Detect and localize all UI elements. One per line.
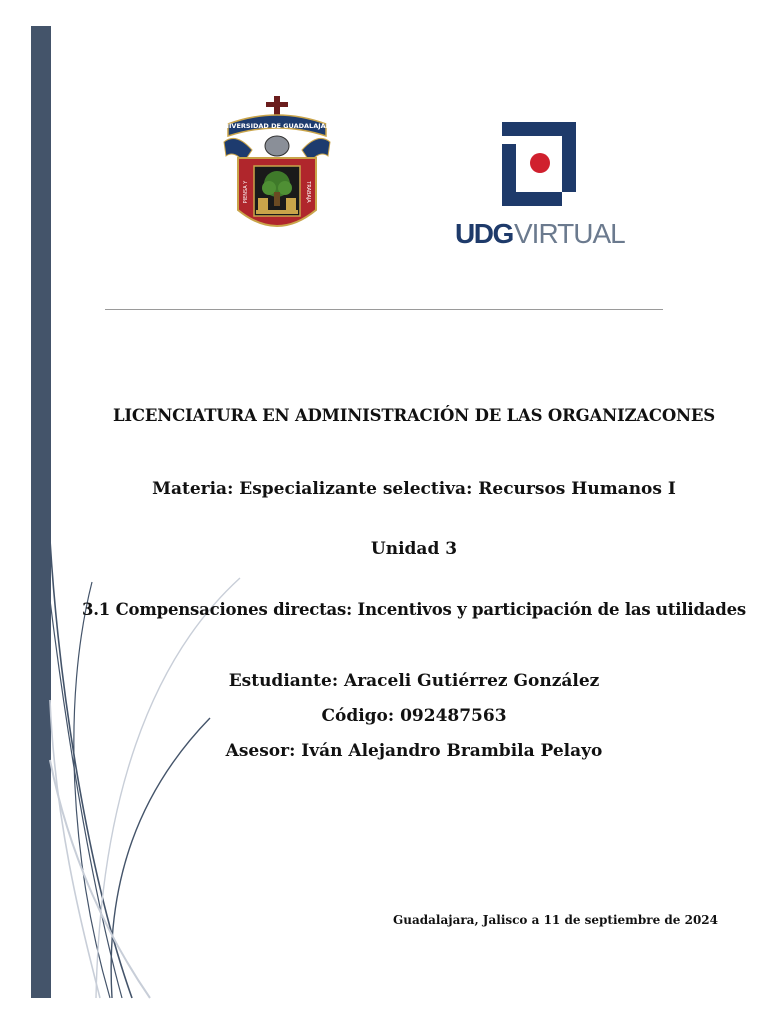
curve-dark-2: [50, 600, 122, 998]
curve-light-2: [50, 760, 150, 998]
crest-banner-text: UNIVERSIDAD DE GUADALAJARA: [218, 122, 336, 130]
udg-virtual-text-light: VIRTUAL: [514, 218, 625, 248]
udg-virtual-text-bold: UDG: [455, 218, 513, 248]
student-name-line: Estudiante: Araceli Gutiérrez González: [228, 671, 600, 691]
topic-line: 3.1 Compensaciones directas: Incentivos y participación de las utilidades: [81, 600, 747, 619]
curve-dark-3: [74, 582, 110, 998]
crest-motto-left: PIENSA Y: [243, 180, 249, 204]
horizontal-rule: [105, 309, 663, 310]
crest-motto-right: TRABAJA: [305, 181, 311, 203]
place-date-line: Guadalajara, Jalisco a 11 de septiembre de 2024: [392, 913, 718, 927]
unit-line: Unidad 3: [370, 539, 458, 559]
degree-title: LICENCIATURA EN ADMINISTRACIÓN DE LAS ORGANIZACONES: [112, 406, 716, 425]
subject-line: Materia: Especializante selectiva: Recursos Humanos I: [152, 479, 676, 499]
curve-light-1: [96, 578, 240, 998]
udg-virtual-logo-icon: [448, 118, 626, 248]
student-code-line: Código: 092487563: [321, 706, 507, 726]
side-accent-bar: [31, 26, 51, 998]
udg-crest-icon: [214, 92, 340, 244]
advisor-line: Asesor: Iván Alejandro Brambila Pelayo: [225, 741, 603, 761]
